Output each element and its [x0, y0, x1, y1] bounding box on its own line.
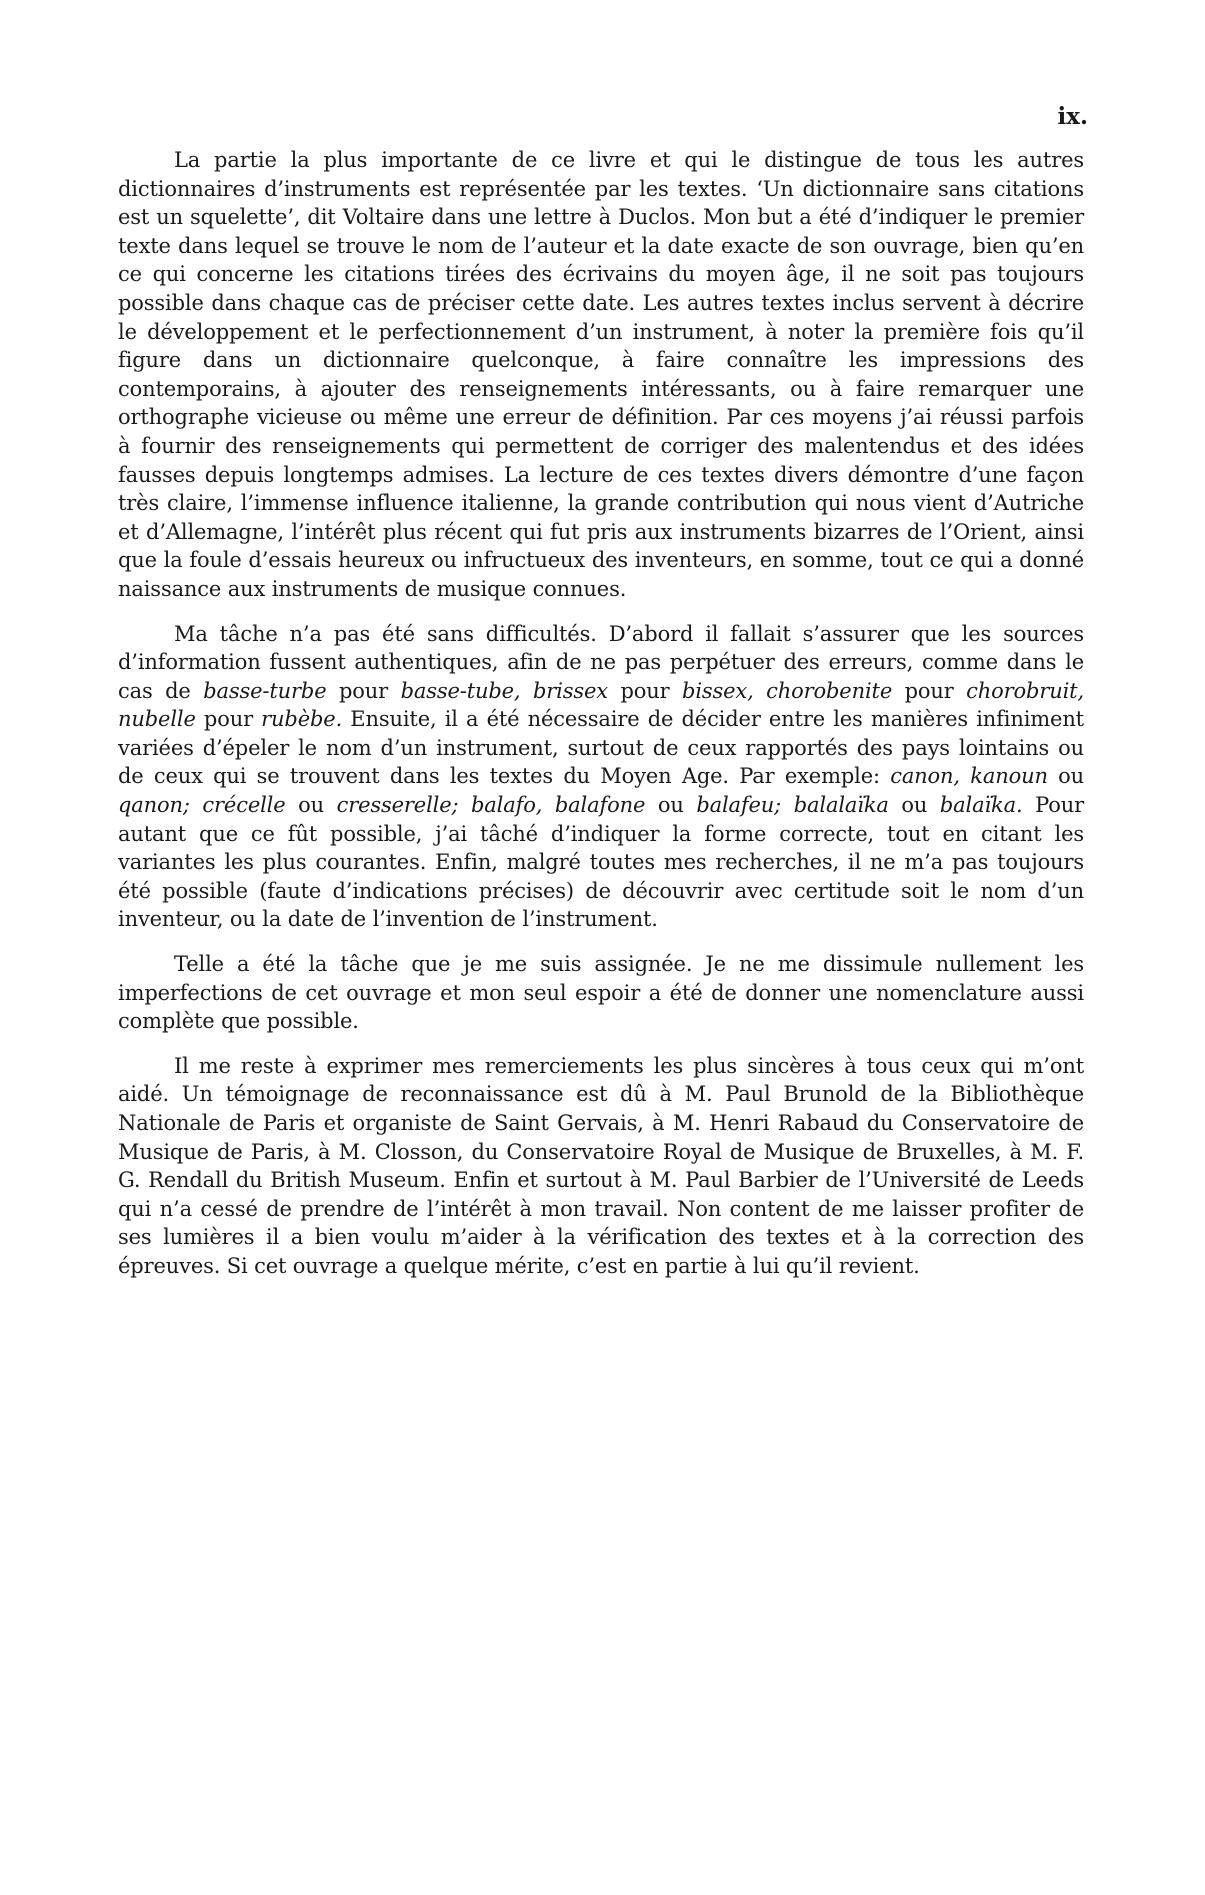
text-run: ou — [1047, 764, 1084, 789]
text-run: Ma tâche n’a pas été sans difficultés. D’abord il fallait s’assurer que les sources d’information fussent authentiques, afin de ne pas perpétuer des erreurs, comme dans le cas de — [118, 621, 1084, 703]
italic-term: bissex, chorobenite — [682, 678, 893, 703]
text-run: Il me reste à exprimer mes remerciements les plus sincères à tous ceux qui m’ont aidé. Un témoignage de reconnaissance est dû à M. Paul Brunold de la Bibliothèque Nationale de Paris et organiste de Saint Gervais, à M. Henri Rabaud du Conservatoire de Musique de Paris, à M. Closson, du Conservatoire Royal de Musique de Bruxelles, à M. F. G. Rendall du British Museum. Enfin et surtout à M. Paul Barbier de l’Université de Leeds qui n’a cessé de prendre de l’intérêt à mon travail. Non content de me laisser profiter de ses lumières il a bien voulu m’aider à la vérification des textes et à la correction des épreuves. Si cet ouvrage a quelque mérite, c’est en partie à lui qu’il revient. — [118, 1053, 1084, 1278]
text-run: Ensuite, il a été nécessaire de décider entre les manières infiniment variées d’épeler le nom d’un instrument, surtout de ceux rapportés des pays lointains ou de ceux qui se trouvent dans les textes du Moyen Age. Par exemple: — [118, 707, 1084, 789]
text-run: ou — [285, 793, 337, 818]
text-run: Pour autant que ce fût possible, j’ai tâché d’indiquer la forme correcte, tout en citant les variantes les plus courantes. Enfin, malgré toutes mes recherches, il ne m’a pas toujours été possible (faute d’indications précises) de découvrir avec certitude soit le nom d’un inventeur, ou la date de l’invention de l’instrument. — [118, 793, 1084, 932]
italic-term: canon, kanoun — [890, 764, 1048, 789]
paragraph — [118, 620, 1084, 935]
italic-term: basse-turbe — [203, 678, 327, 703]
text-run: pour — [326, 678, 401, 703]
body-text — [118, 146, 1084, 1281]
text-run: pour — [607, 678, 683, 703]
italic-term: rubèbe. — [261, 707, 343, 732]
page-number: ix. — [1057, 103, 1088, 130]
italic-term: cresserelle; balafo, balafone — [336, 793, 646, 818]
italic-term: balaïka. — [939, 793, 1023, 818]
italic-term: basse-tube, brissex — [400, 678, 608, 703]
text-run: Telle a été la tâche que je me suis assignée. Je ne me dissimule nullement les imperfections de cet ouvrage et mon seul espoir a été de donner une nomenclature aussi complète que possible. — [118, 952, 1084, 1034]
text-run: ou — [645, 793, 697, 818]
italic-term: balafeu; balalaïka — [696, 793, 889, 818]
paragraph — [118, 146, 1084, 604]
italic-term: chorobruit, nubelle — [118, 678, 1084, 732]
text-run: ou — [888, 793, 940, 818]
paragraph — [118, 1052, 1084, 1281]
text-run: pour — [892, 678, 967, 703]
italic-term: qanon; crécelle — [118, 793, 286, 818]
text-run: pour — [195, 707, 262, 732]
text-run: La partie la plus importante de ce livre et qui le distingue de tous les autres dictionnaires d’instruments est représentée par les textes. ‘Un dictionnaire sans citations est un squelette’, dit Voltaire dans une lettre à Duclos. Mon but a été d’indiquer le premier texte dans lequel se trouve le nom de l’auteur et la date exacte de son ouvrage, bien qu’en ce qui concerne les citations tirées des écrivains du moyen âge, il ne soit pas toujours possible dans chaque cas de préciser cette date. Les autres textes inclus servent à décrire le développement et le perfectionnement d’un instrument, à noter la première fois qu’il figure dans un dictionnaire quelconque, à faire connaître les impressions des contemporains, à ajouter des renseignements intéressants, ou à faire remarquer une orthographe vicieuse ou même une erreur de définition. Par ces moyens j’ai réussi parfois à fournir des renseignements qui permettent de corriger des malentendus et des idées fausses depuis longtemps admises. La lecture de ces textes divers démontre d’une façon très claire, l’immense influence italienne, la grande contribution qui nous vient d’Autriche et d’Allemagne, l’intérêt plus récent qui fut pris aux instruments bizarres de l’Orient, ainsi que la foule d’essais heureux ou infructueux des inventeurs, en somme, tout ce qui a donné naissance aux instruments de musique connues. — [118, 148, 1084, 601]
paragraph — [118, 950, 1084, 1036]
